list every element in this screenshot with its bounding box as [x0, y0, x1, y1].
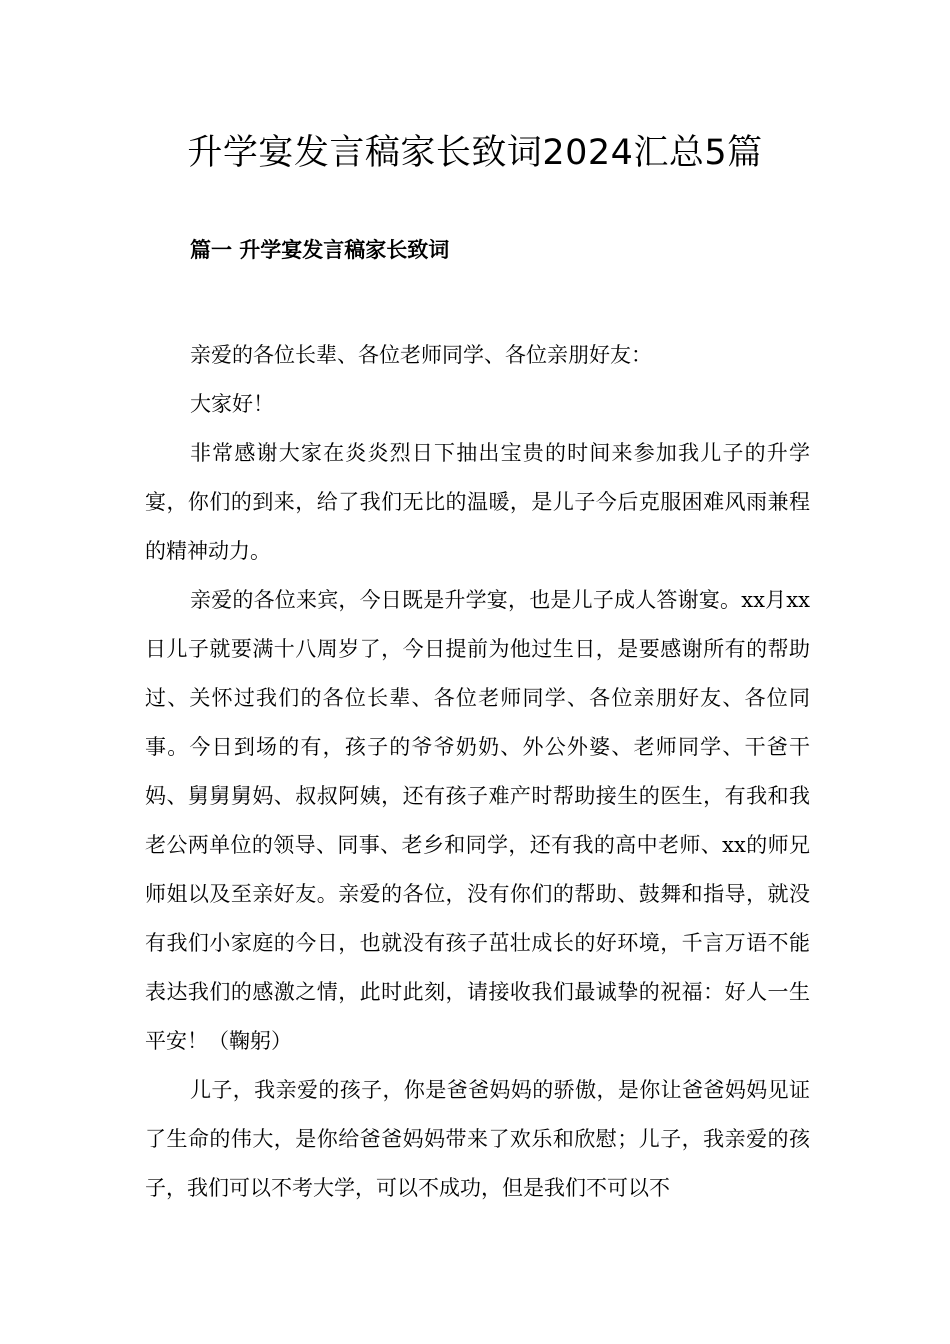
- body-paragraph: 亲爱的各位来宾，今日既是升学宴，也是儿子成人答谢宴。xx月xx日儿子就要满十八周岁了，今日提前为他过生日，是要感谢所有的帮助过、关怀过我们的各位长辈、各位老师同学、各位亲朋好友、各位同事。今日到场的有，孩子的爷爷奶奶、外公外婆、老师同学、干爸干妈、舅舅舅妈、叔叔阿姨，还有孩子难产时帮助接生的医生，有我和我老公两单位的领导、同事、老乡和同学，还有我的高中老师、xx的师兄师姐以及至亲好友。亲爱的各位，没有你们的帮助、鼓舞和指导，就没有我们小家庭的今日，也就没有孩子茁壮成长的好环境，千言万语不能表达我们的感激之情，此时此刻，请接收我们最诚挚的祝福：好人一生平安！（鞠躬）: [145, 588, 810, 1053]
- document-title: 升学宴发言稿家长致词2024汇总5篇: [187, 133, 763, 173]
- section-heading: 篇一 升学宴发言稿家长致词: [190, 237, 450, 262]
- body-paragraph: 儿子，我亲爱的孩子，你是爸爸妈妈的骄傲，是你让爸爸妈妈见证了生命的伟大，是你给爸爸妈妈带来了欢乐和欣慰；儿子，我亲爱的孩子，我们可以不考大学，可以不成功，但是我们不可以不: [145, 1078, 810, 1200]
- document-body: [145, 331, 810, 1213]
- body-paragraph: 非常感谢大家在炎炎烈日下抽出宝贵的时间来参加我儿子的升学宴，你们的到来，给了我们无比的温暖，是儿子今后克服困难风雨兼程的精神动力。: [145, 441, 810, 563]
- greeting-paragraph: 大家好！: [190, 392, 274, 416]
- salutation-paragraph: 亲爱的各位长辈、各位老师同学、各位亲朋好友：: [190, 343, 652, 367]
